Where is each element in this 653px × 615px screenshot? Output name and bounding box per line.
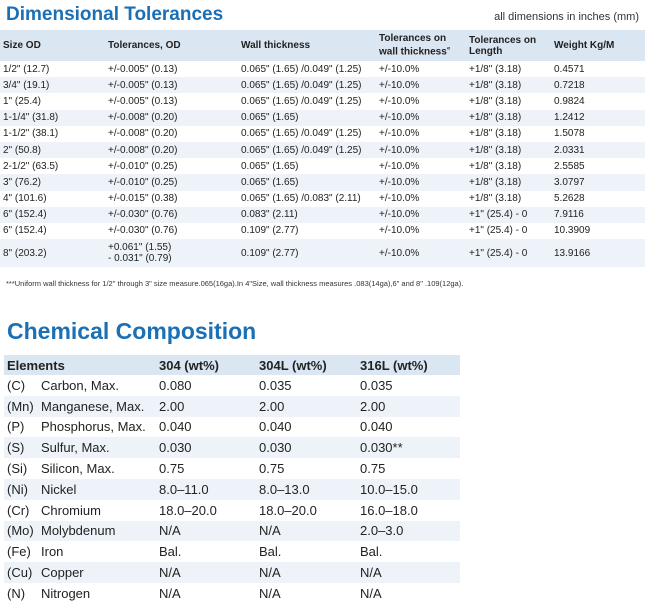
dimensional-row — [0, 223, 645, 239]
cell-size: 1/2" (12.7) — [3, 63, 50, 75]
element-symbol: (Fe) — [7, 544, 31, 560]
cell-size: 8" (203.2) — [0, 239, 105, 267]
cell-tol-od: +/-0.010" (0.25) — [105, 174, 238, 190]
element-name: Iron — [41, 544, 64, 560]
cell-wall: 0.109" (2.77) — [238, 239, 376, 267]
cell-size: 6" (152.4) — [3, 225, 47, 237]
cell-316l: N/A — [360, 585, 382, 601]
header-304l: 304L (wt%) — [256, 355, 357, 375]
cell-size: 6" (152.4) — [0, 207, 105, 223]
cell-tol-length: +1/8" (3.18) — [466, 110, 551, 126]
cell-weight: 2.5585 — [554, 160, 585, 172]
cell-weight: 7.9116 — [551, 207, 645, 223]
cell-tol-od: +/-0.030" (0.76) — [105, 207, 238, 223]
cell-tol-od: +/-0.015" (0.38) — [108, 193, 178, 205]
dimensional-row — [0, 207, 645, 223]
element-symbol: (P) — [7, 419, 25, 435]
cell-size: 3" (76.2) — [0, 174, 105, 190]
cell-316l: 16.0–18.0 — [360, 502, 418, 518]
cell-304: 0.080 — [159, 377, 192, 393]
cell-tol-length: +1" (25.4) - 0 — [466, 207, 551, 223]
cell-tol-length: +1/8" (3.18) — [469, 63, 522, 75]
cell-wall: 0.065" (1.65) — [238, 174, 376, 190]
element-symbol: (Cr) — [7, 502, 30, 518]
dimensional-row — [0, 142, 645, 158]
cell-wall: 0.065" (1.65) — [241, 160, 299, 172]
cell-weight: 10.3909 — [554, 225, 591, 237]
cell-size: 2" (50.8) — [0, 142, 105, 158]
dimensional-row — [0, 158, 645, 174]
cell-304: 2.00 — [156, 396, 256, 417]
chemical-row — [4, 458, 460, 479]
cell-tol-wall: +/-10.0% — [376, 207, 466, 223]
cell-tol-wall: +/-10.0% — [376, 77, 466, 93]
cell-304l: Bal. — [259, 544, 282, 560]
cell-element — [4, 583, 156, 604]
cell-304: 0.030 — [156, 437, 256, 458]
element-symbol: (S) — [7, 440, 25, 456]
element-name: Chromium — [41, 502, 101, 518]
footnote: ***Uniform wall thickness for 1/2" through 3" size measure.065(16ga).In 4"Size, wall thickness measures .083(14ga),6" and 8" .109(12ga). — [6, 279, 464, 288]
cell-size: 4" (101.6) — [3, 193, 47, 205]
cell-tol-od: +/-0.008" (0.20) — [105, 110, 238, 126]
chemical-row — [4, 562, 460, 583]
cell-tol-length: +1/8" (3.18) — [469, 193, 522, 205]
cell-304: N/A — [156, 562, 256, 583]
dimensional-title: Dimensional Tolerances — [6, 4, 224, 25]
cell-weight: 1.5078 — [554, 128, 585, 140]
cell-316l: 10.0–15.0 — [357, 479, 460, 500]
cell-tol-wall: +/-10.0% — [376, 174, 466, 190]
chemical-row — [4, 375, 460, 396]
element-symbol: (Cu) — [7, 565, 33, 581]
element-symbol: (Si) — [7, 461, 28, 477]
dimensional-row-last — [0, 239, 645, 267]
cell-304l: 8.0–13.0 — [256, 479, 357, 500]
cell-316l: Bal. — [360, 544, 383, 560]
cell-element — [4, 479, 156, 500]
chemical-table — [4, 355, 460, 604]
dimensional-row — [0, 77, 645, 93]
cell-element — [4, 458, 156, 479]
cell-tol-wall: +/-10.0% — [376, 110, 466, 126]
cell-tol-length: +1/8" (3.18) — [469, 128, 522, 140]
cell-size: 1-1/2" (38.1) — [3, 128, 59, 140]
cell-tol-length: +1/8" (3.18) — [469, 160, 522, 172]
cell-316l: 0.040 — [360, 419, 393, 435]
chemical-row — [4, 417, 460, 438]
header-304: 304 (wt%) — [156, 355, 256, 375]
dimensional-row — [0, 110, 645, 126]
cell-wall: 0.109" (2.77) — [241, 225, 299, 237]
cell-wall: 0.065" (1.65) /0.049" (1.25) — [238, 142, 376, 158]
chemical-row — [4, 541, 460, 562]
element-symbol: (Mo) — [7, 523, 34, 539]
cell-tol-length: +1" (25.4) - 0 — [469, 225, 528, 237]
element-name: Nickel — [41, 481, 77, 497]
cell-304: 0.75 — [159, 461, 185, 477]
header-elements: Elements — [4, 355, 156, 375]
dimensional-table — [0, 30, 645, 267]
cell-304: N/A — [156, 521, 256, 542]
cell-tol-od: +/-0.008" (0.20) — [108, 128, 178, 140]
cell-size: 1" (25.4) — [3, 95, 42, 107]
element-name: Nitrogen — [41, 585, 91, 601]
cell-316l: 2.0–3.0 — [357, 521, 460, 542]
dimensional-row — [0, 126, 645, 142]
tol-od-line1: +0.061" (1.55) — [108, 242, 172, 254]
cell-tol-wall: +/-10.0% — [376, 239, 466, 267]
header-wall-thickness: Wall thickness — [238, 30, 376, 61]
cell-tol-wall: +/-10.0% — [379, 95, 420, 107]
cell-wall: 0.065" (1.65) /0.049" (1.25) — [238, 77, 376, 93]
chemical-row — [4, 583, 460, 604]
cell-wall: 0.065" (1.65) /0.083" (2.11) — [241, 193, 361, 205]
cell-element — [4, 437, 156, 458]
cell-304l: 0.040 — [259, 419, 292, 435]
units-note: all dimensions in inches (mm) — [494, 11, 639, 23]
chemical-row — [4, 521, 460, 542]
dimensional-body — [0, 61, 645, 267]
chemical-row — [4, 479, 460, 500]
cell-weight: 1.2412 — [551, 110, 645, 126]
element-name: Carbon, Max. — [41, 377, 120, 393]
element-name: Molybdenum — [41, 523, 116, 539]
cell-tol-od: +/-0.008" (0.20) — [105, 142, 238, 158]
cell-tol-wall: +/-10.0% — [379, 128, 420, 140]
header-316l: 316L (wt%) — [357, 355, 460, 375]
cell-tol-length: +1/8" (3.18) — [466, 142, 551, 158]
header-weight: Weight Kg/M — [551, 30, 645, 61]
cell-304l: 0.75 — [259, 461, 285, 477]
cell-tol-wall: +/-10.0% — [379, 160, 420, 172]
cell-weight: 3.0797 — [551, 174, 645, 190]
cell-weight: 2.0331 — [551, 142, 645, 158]
cell-weight: 0.4571 — [554, 63, 585, 75]
cell-wall: 0.065" (1.65) — [238, 110, 376, 126]
cell-weight: 5.2628 — [554, 193, 585, 205]
cell-304l: 18.0–20.0 — [259, 502, 317, 518]
dimensional-row — [0, 174, 645, 190]
cell-wall: 0.065" (1.65) /0.049" (1.25) — [241, 63, 362, 75]
cell-element — [4, 541, 156, 562]
element-name: Silicon, Max. — [41, 461, 115, 477]
cell-316l: 0.75 — [360, 461, 386, 477]
cell-tol-wall: +/-10.0% — [379, 225, 420, 237]
cell-element — [4, 375, 156, 396]
cell-wall: 0.065" (1.65) /0.049" (1.25) — [241, 95, 362, 107]
cell-304l: 0.035 — [259, 377, 292, 393]
cell-wall: 0.065" (1.65) /0.049" (1.25) — [241, 128, 362, 140]
dimensional-header-row — [0, 30, 645, 61]
cell-316l: 0.035 — [360, 377, 393, 393]
cell-tol-od: +/-0.010" (0.25) — [108, 160, 178, 172]
cell-304l: 0.030 — [256, 437, 357, 458]
chemical-header-row — [4, 355, 460, 375]
header-tolerances-length: Tolerances on Length — [466, 30, 551, 61]
element-name: Copper — [41, 565, 84, 581]
dimensional-row — [0, 191, 645, 207]
cell-element — [4, 521, 156, 542]
cell-tol-length: +1/8" (3.18) — [466, 174, 551, 190]
cell-element — [4, 500, 156, 521]
element-name: Manganese, Max. — [41, 398, 145, 414]
element-symbol: (N) — [7, 585, 26, 601]
cell-element — [4, 396, 156, 417]
element-symbol: (C) — [7, 377, 26, 393]
cell-tol-length: +1" (25.4) - 0 — [466, 239, 551, 267]
dimensional-row — [0, 93, 645, 109]
element-name: Sulfur, Max. — [41, 440, 110, 456]
cell-weight: 0.7218 — [551, 77, 645, 93]
cell-tol-length: +1/8" (3.18) — [469, 95, 522, 107]
cell-tol-od: +/-0.030" (0.76) — [108, 225, 178, 237]
cell-tol-od: +/-0.005" (0.13) — [108, 63, 178, 75]
cell-316l: 0.030** — [357, 437, 460, 458]
cell-wall: 0.083" (2.11) — [238, 207, 376, 223]
cell-304l: 2.00 — [256, 396, 357, 417]
cell-size: 1-1/4" (31.8) — [0, 110, 105, 126]
cell-304: N/A — [159, 585, 181, 601]
cell-304: 0.040 — [159, 419, 192, 435]
element-symbol: (Ni) — [7, 481, 28, 497]
cell-tol-od: +/-0.005" (0.13) — [105, 77, 238, 93]
cell-tol-wall: +/-10.0% — [379, 63, 420, 75]
cell-316l: N/A — [357, 562, 460, 583]
chemical-row — [4, 500, 460, 521]
tol-od-line2: - 0.031" (0.79) — [108, 253, 172, 265]
cell-tol-od: +/-0.005" (0.13) — [108, 95, 178, 107]
cell-316l: 2.00 — [357, 396, 460, 417]
cell-tol-wall: +/-10.0% — [379, 193, 420, 205]
cell-size: 3/4" (19.1) — [0, 77, 105, 93]
cell-tol-od — [105, 239, 238, 267]
cell-304l: N/A — [256, 521, 357, 542]
element-name: Phosphorus, Max. — [41, 419, 146, 435]
chemical-title: Chemical Composition — [7, 318, 257, 344]
cell-size: 2-1/2" (63.5) — [3, 160, 59, 172]
header-size-od: Size OD — [0, 30, 105, 61]
chemical-row — [4, 396, 460, 417]
cell-304: 18.0–20.0 — [159, 502, 217, 518]
cell-304l: N/A — [256, 562, 357, 583]
chemical-body — [4, 375, 460, 604]
header-tolerances-od: Tolerances, OD — [105, 30, 238, 61]
footnote-marker: « — [446, 46, 451, 53]
cell-304: Bal. — [159, 544, 182, 560]
cell-tol-length: +1/8" (3.18) — [466, 77, 551, 93]
element-symbol: (Mn) — [7, 398, 34, 414]
cell-304l: N/A — [259, 585, 281, 601]
cell-weight: 0.9824 — [554, 95, 585, 107]
dimensional-row — [0, 61, 645, 77]
header-tolerances-wall: Tolerances on wall thickness« — [376, 30, 466, 61]
cell-tol-wall: +/-10.0% — [376, 142, 466, 158]
cell-weight: 13.9166 — [551, 239, 645, 267]
cell-element — [4, 417, 156, 438]
chemical-row — [4, 437, 460, 458]
cell-element — [4, 562, 156, 583]
cell-304: 8.0–11.0 — [156, 479, 256, 500]
